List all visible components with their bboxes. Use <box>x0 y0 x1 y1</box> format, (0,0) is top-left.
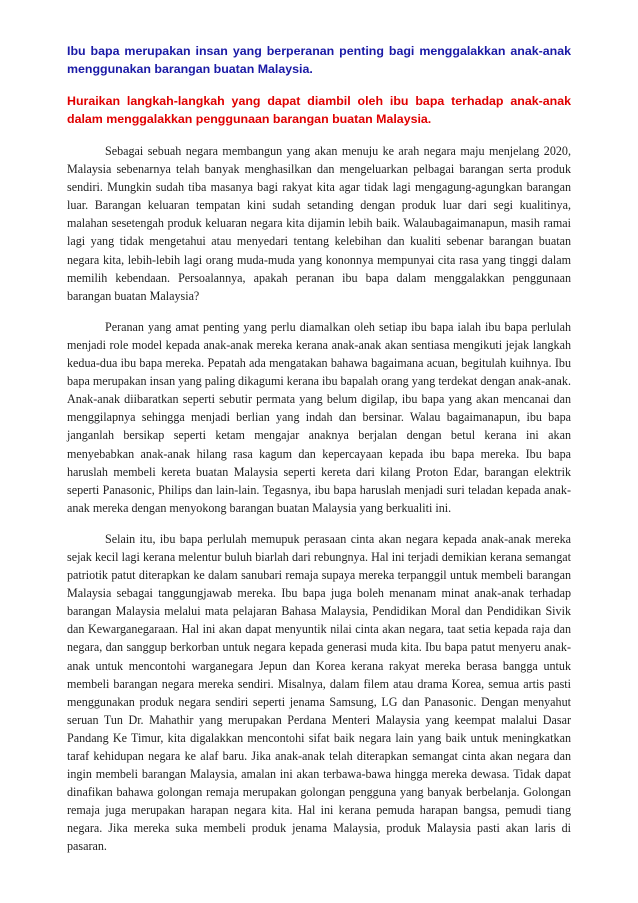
essay-title: Ibu bapa merupakan insan yang berperanan penting bagi menggalakkan anak-anak menggunakan barangan buatan Malaysia. <box>67 44 571 76</box>
paragraph-role-model <box>67 318 571 517</box>
paragraph-patriotism <box>67 530 571 856</box>
paragraph-text: Peranan yang amat penting yang perlu diamalkan oleh setiap ibu bapa ialah ibu bapa perlulah menjadi role model kepada anak-anak mereka kerana anak-anak akan sentiasa mengikuti jejak langkah kedua-dua ibu bapa mereka. Pepatah ada mengatakan bahawa bagaimana acuan, begitulah kuihnya. Ibu bapa merupakan insan yang paling dikagumi kerana ibu bapalah orang yang terdekat dengan anak-anak. Anak-anak diibaratkan seperti sebutir permata yang belum digilap, ibu bapa yang akan mencanai dan menggilapnya sehingga menjadi berlian yang indah dan bersinar. Walau bagaimanapun, ibu bapa janganlah bersikap seperti ketam mengajar anaknya berjalan dengan betul kerana ini akan menyebabkan anak-anak hilang rasa kagum dan kepercayaan kepada ibu bapa mereka. Ibu bapa haruslah membeli kereta buatan Malaysia seperti kereta dari kilang Proton Edar, barangan elektrik seperti Panasonic, Philips dan lain-lain. Tegasnya, ibu bapa haruslah menjadi suri teladan kepada anak-anak mereka dengan menyokong barangan buatan Malaysia yang berkualiti ini. <box>67 319 571 515</box>
paragraph-text: Selain itu, ibu bapa perlulah memupuk perasaan cinta akan negara kepada anak-anak mereka sejak kecil lagi kerana melentur buluh biarlah dari rebungnya. Hal ini terjadi demikian kerana semangat patriotik patut diterapkan ke dalam sanubari remaja supaya mereka terpanggil untuk membeli barangan Malaysia sebagai tanggungjawab mereka. Ibu bapa juga boleh menanam minat anak-anak terhadap barangan Malaysia melalui mata pelajaran Bahasa Malaysia, Pendidikan Moral dan Pendidikan Sivik dan Kewarganegaraan. Hal ini akan dapat menyuntik nilai cinta akan negara, taat setia kepada raja dan negara, dan sanggup berkorban untuk negara kepada generasi muda kita. Ibu bapa patut menyeru anak-anak untuk mencontohi warganegara Jepun dan Korea kerana rakyat mereka berasa bangga untuk membeli barangan negara mereka sendiri. Misalnya, dalam filem atau drama Korea, semua artis pasti menggunakan produk negara sendiri seperti jenama Samsung, LG dan Panasonic. Dengan menyahut seruan Tun Dr. Mahathir yang merupakan Perdana Menteri Malaysia yang keempat malalui Dasar Pandang Ke Timur, kita digalakkan mencontohi sifat baik negara lain yang baik untuk meningkatkan taraf kehidupan negara ke alaf baru. Jika anak-anak telah diterapkan semangat cinta akan negara dan ingin membeli barangan Malaysia, amalan ini akan terbawa-bawa hingga mereka dewasa. Tidak dapat dinafikan bahawa golongan remaja merupakan golongan pengguna yang banyak berbelanja. Golongan remaja juga merupakan harapan negara kita. Hal ini kerana pemuda harapan bangsa, pemudi tiang negara. Jika mereka suka membeli produk jenama Malaysia, produk Malaysia pasti akan laris di pasaran. <box>67 531 571 854</box>
paragraph-text: Sebagai sebuah negara membangun yang akan menuju ke arah negara maju menjelang 2020, Malaysia sebenarnya telah banyak menghasilkan dan mengeluarkan pelbagai barangan serta produk sendiri. Mungkin sudah tiba masanya bagi rakyat kita agar tidak lagi mengagung-agungkan barangan luar. Barangan keluaran tempatan kini sudah setanding dengan produk luar dari segi kualitinya, malahan sesetengah produk keluaran negara kita dijamin lebih baik. Walaubagaimanapun, masih ramai lagi yang tidak mengetahui atau menyedari tentang kelebihan dan kualiti sebenar barangan buatan negara kita, lebih-lebih lagi orang muda-muda yang kononnya mempunyai cita rasa yang tinggi dalam memilih kebendaan. Persoalannya, apakah peranan ibu bapa dalam menggalakkan penggunaan barangan buatan Malaysia? <box>67 144 571 303</box>
essay-question: Huraikan langkah-langkah yang dapat diambil oleh ibu bapa terhadap anak-anak dalam menggalakkan penggunaan barangan buatan Malaysia. <box>67 94 571 126</box>
document-page <box>67 42 571 856</box>
paragraph-introduction <box>67 142 571 305</box>
